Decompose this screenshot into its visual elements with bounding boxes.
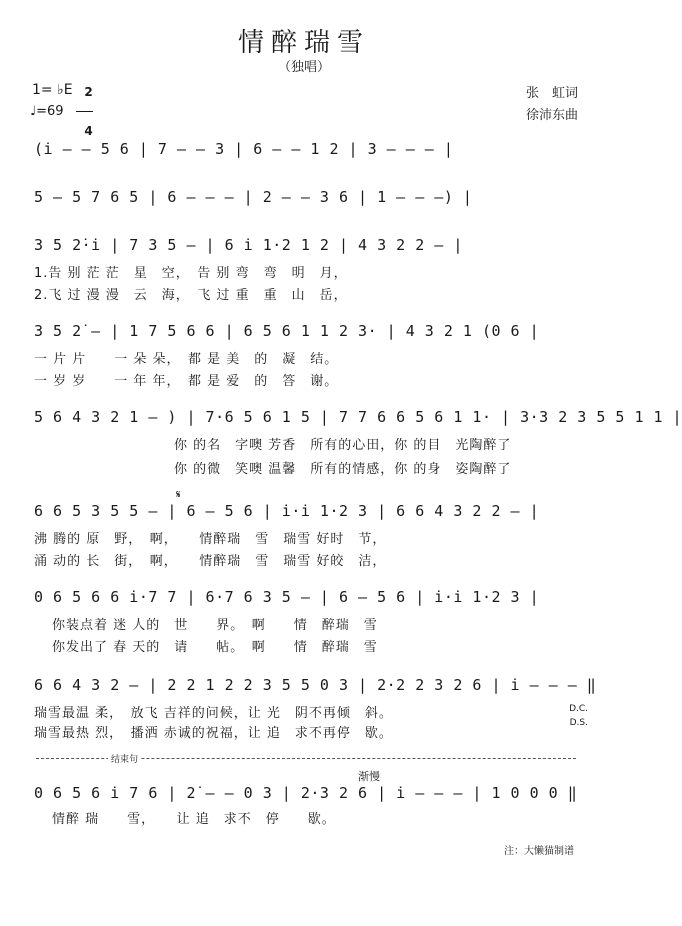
key-signature: 1= ♭E xyxy=(32,82,73,98)
lyric-line-3-verse-2: 2.飞 过 漫 漫 云 海， 飞 过 重 重 山 岳， xyxy=(34,288,348,303)
time-divider xyxy=(76,111,93,112)
coda-label: 结束句 xyxy=(108,752,141,765)
score-line-7 xyxy=(34,588,580,612)
lyric-line-7-verse-2: 你发出了 春 天的 请 帖。 啊 情 醉瑞 雪 xyxy=(52,640,378,655)
notes-line-5: 5 6 4 3 2 1 – ) | 7·6 5 6 1 5 | 7 7 6 6 5 6 1 1· | 3·3 2 3 5 5 1 1 | xyxy=(34,408,682,426)
notes-line-8: 6 6 4 3 2 – | 2 2 1 2 2 3 5 5 0 3 | 2·2 2 3 2 6 | i̇ – – – ‖ xyxy=(34,676,597,694)
notes-line-9: 0 6 5 6 i̇ 7 6 | 2̇ – – 0 3 | 2·3 2 6 | i̇ – – – | 1 0 0 0 ‖ xyxy=(34,784,578,802)
notes-line-1: (i̇ – – 5 6 | 7 – – 3 | 6 – – 1 2 | 3 – – – | xyxy=(34,140,454,158)
ds-marking: D.S. xyxy=(569,718,588,728)
score-line-6 xyxy=(34,502,580,526)
lyric-line-9: 情醉 瑞 雪， 让 追 求不 停 歇。 xyxy=(52,812,336,827)
dc-marking: D.C. xyxy=(569,704,588,714)
score-line-5 xyxy=(34,408,682,432)
ritardando-marking: 渐慢 xyxy=(358,770,380,783)
lyric-line-7-verse-1: 你装点着 迷 人的 世 界。 啊 情 醉瑞 雪 xyxy=(52,618,378,633)
transcriber-note: 注：大懒猫制谱 xyxy=(504,846,574,857)
notes-line-6: 6 6 5 3 5 5 – | 6 – 5 6 | i̇·i̇ 1·2 3 | 6 6 4 3 2 2 – | xyxy=(34,502,540,520)
lyric-line-4-verse-2: 一 岁 岁 一 年 年， 都 是 爱 的 答 谢。 xyxy=(34,374,339,389)
score-line-9 xyxy=(34,784,580,808)
notes-line-3: 3 5 2̇·i̇ | 7 3 5 – | 6 i̇ 1·2 1 2 | 4 3 2 2 – | xyxy=(34,236,463,254)
lyric-line-5-verse-1: 你 的名 字噢 芳香 所有的心田，你 的目 光陶醉了 xyxy=(174,438,512,453)
lyric-line-8-verse-1: 瑞雪最温 柔， 放飞 吉祥的问候，让 光 阴不再倾 斜。 xyxy=(34,706,393,721)
segno-sign: 𝄋 xyxy=(176,488,181,501)
score-line-1 xyxy=(34,140,580,164)
notes-line-4: 3 5 2̇ – | 1 7 5 6 6 | 6 5 6 1 1 2 3· | 4 3 2 1 (0 6 | xyxy=(34,322,540,340)
notes-line-2: 5 – 5 7 6 5 | 6 – – – | 2 – – 3 6 | 1 – – –) | xyxy=(34,188,473,206)
lyric-line-6-verse-1: 沸 腾的 原 野， 啊， 情醉瑞 雪 瑞雪 好时 节， xyxy=(34,532,387,547)
time-bottom: 4 xyxy=(84,124,93,138)
composer-credit: 徐沛东曲 xyxy=(525,108,578,123)
tempo-marking: ♩=69 xyxy=(30,104,64,119)
lyric-line-6-verse-2: 涌 动的 长 街， 啊， 情醉瑞 雪 瑞雪 好皎 洁， xyxy=(34,554,387,569)
lyric-line-8-verse-2: 瑞雪最热 烈， 播洒 赤诚的祝福，让 追 求不再停 歇。 xyxy=(34,726,393,741)
notes-line-7: 0 6 5 6 6 i̇·7 7 | 6·7 6 3 5 – | 6 – 5 6 | i̇·i̇ 1·2 3 | xyxy=(34,588,540,606)
score-line-3 xyxy=(34,236,580,260)
lyric-line-3-verse-1: 1.告 别 茫 茫 星 空， 告 别 弯 弯 明 月， xyxy=(34,266,348,281)
score-line-4 xyxy=(34,322,580,346)
score-line-2 xyxy=(34,188,580,212)
score-line-8 xyxy=(34,676,597,700)
lyric-line-4-verse-1: 一 片 片 一 朵 朵， 都 是 美 的 凝 结。 xyxy=(34,352,339,367)
time-top: 2 xyxy=(84,85,93,99)
song-title: 情醉瑞雪 xyxy=(237,28,370,58)
song-subtitle: （独唱） xyxy=(277,60,330,75)
lyricist-credit: 张 虹词 xyxy=(525,86,578,101)
lyric-line-5-verse-2: 你 的微 笑噢 温馨 所有的情感，你 的身 姿陶醉了 xyxy=(174,462,512,477)
time-signature xyxy=(76,74,93,137)
